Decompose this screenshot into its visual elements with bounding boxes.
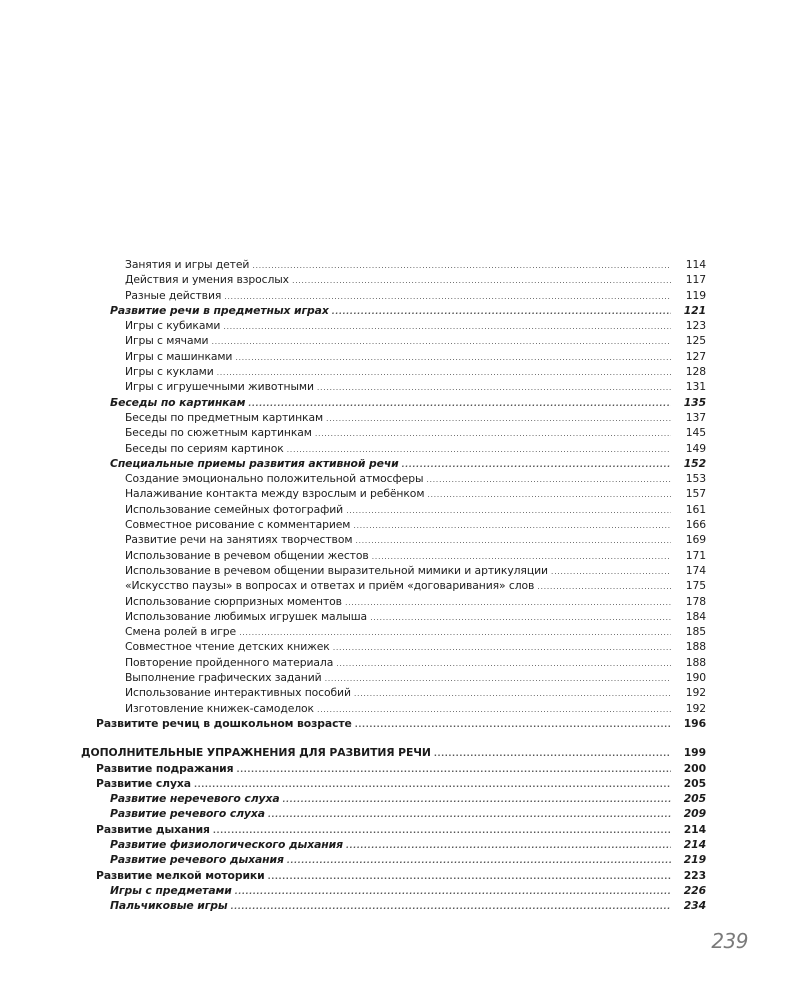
dot-leader <box>426 472 671 487</box>
toc-entry-page: 214 <box>683 837 706 851</box>
toc-entry-title: Развитие речи на занятиях творчеством <box>125 533 353 547</box>
toc-entry-page: 205 <box>683 792 706 806</box>
toc-entry-page: 128 <box>685 365 706 379</box>
toc-entry-title: Игры с куклами <box>125 365 214 379</box>
dot-leader <box>402 457 671 472</box>
toc-entry-page: 188 <box>685 640 706 654</box>
toc-entry-title: Использование интерактивных пособий <box>125 686 351 700</box>
toc-entry-page: 114 <box>685 258 706 271</box>
toc-entry-title: Использование любимых игрушек малыша <box>125 609 368 623</box>
toc-entry <box>0 410 800 425</box>
toc-entry <box>0 868 800 883</box>
toc-entry-page: 209 <box>683 807 706 821</box>
page-number: 239 <box>711 929 748 953</box>
dot-leader <box>268 869 671 884</box>
toc-entry-title: Действия и умения взрослых <box>125 273 289 287</box>
dot-leader <box>224 289 671 304</box>
toc-entry <box>0 791 800 806</box>
toc-entry <box>0 883 800 898</box>
toc-entry-title: Развитие слуха <box>96 776 191 790</box>
dot-leader <box>427 487 671 502</box>
toc-entry <box>0 349 800 364</box>
toc-entry-page: 152 <box>683 456 706 470</box>
toc-entry-title: Налаживание контакта между взрослым и ребёнком <box>125 487 425 501</box>
toc-entry-title: Развитие дыхания <box>96 822 210 836</box>
toc-entry <box>0 502 800 517</box>
toc-entry-title: Беседы по сериям картинок <box>125 441 284 455</box>
toc-entry-title: Игры с мячами <box>125 334 209 348</box>
toc-entry <box>0 517 800 532</box>
dot-leader <box>317 380 671 395</box>
toc-entry <box>0 806 800 821</box>
dot-leader <box>370 610 671 625</box>
toc-entry-title: Игры с предметами <box>110 883 232 897</box>
toc-entry-title: Беседы по предметным картинкам <box>125 410 324 424</box>
toc-entry-page: 166 <box>685 518 706 532</box>
toc-entry-page: 175 <box>685 579 706 593</box>
toc-entry <box>0 532 800 547</box>
dot-leader <box>355 717 671 732</box>
dot-leader <box>354 686 671 701</box>
dot-leader <box>345 595 671 610</box>
dot-leader <box>333 640 671 655</box>
dot-leader <box>236 762 671 777</box>
toc-entry-page: 145 <box>685 426 706 440</box>
toc-entry <box>0 639 800 654</box>
toc-entry <box>0 822 800 837</box>
toc-entry-title: «Искусство паузы» в вопросах и ответах и приём «договаривания» слов <box>125 579 535 593</box>
toc-entry <box>0 761 800 776</box>
toc-entry <box>0 548 800 563</box>
toc-entry-page: 185 <box>685 625 706 639</box>
toc-entry <box>0 333 800 348</box>
toc-entry-page: 161 <box>685 502 706 516</box>
dot-leader <box>551 564 671 579</box>
toc-entry-page: 149 <box>685 441 706 455</box>
dot-leader <box>292 273 671 288</box>
toc-entry-title: Специальные приемы развития активной речи <box>110 456 399 470</box>
toc-entry-page: 219 <box>683 853 706 867</box>
toc-entry <box>0 303 800 318</box>
dot-leader <box>346 503 671 518</box>
dot-leader <box>268 807 671 822</box>
dot-leader <box>239 625 671 640</box>
toc-entry-page: 169 <box>685 533 706 547</box>
toc-entry <box>0 364 800 379</box>
toc-entry-page: 234 <box>683 899 706 913</box>
toc-entry <box>0 776 800 791</box>
toc-entry <box>0 594 800 609</box>
toc-entry-title: Смена ролей в игре <box>125 625 237 639</box>
toc-entry <box>0 609 800 624</box>
toc-entry-title: Занятия и игры детей <box>125 258 250 271</box>
dot-leader <box>336 656 671 671</box>
toc-entry-title: Игры с кубиками <box>125 319 221 333</box>
toc-entry-title: Повторение пройденного материала <box>125 655 334 669</box>
toc-entry-title: Выполнение графических заданий <box>125 671 322 685</box>
toc-entry-page: 131 <box>685 380 706 394</box>
toc-entry-title: Разные действия <box>125 288 222 302</box>
toc-entry-page: 188 <box>685 655 706 669</box>
dot-leader <box>372 549 671 564</box>
toc-entry-page: 174 <box>685 563 706 577</box>
toc-entry <box>0 852 800 867</box>
dot-leader <box>326 411 671 426</box>
toc-entry-page: 135 <box>683 395 706 409</box>
toc-entry-page: 123 <box>685 319 706 333</box>
toc-entry-title: Развитие речевого слуха <box>110 807 265 821</box>
dot-leader <box>217 365 671 380</box>
toc-entry <box>0 716 800 731</box>
toc-entry-page: 184 <box>685 609 706 623</box>
dot-leader <box>332 304 671 319</box>
dot-leader <box>315 426 671 441</box>
toc-entry <box>0 898 800 913</box>
toc-entry-title: Создание эмоционально положительной атмосферы <box>125 472 424 486</box>
dot-leader <box>211 334 671 349</box>
toc-entry-title: Развитие неречевого слуха <box>110 792 280 806</box>
toc-entry-title: Развитие мелкой моторики <box>96 868 265 882</box>
toc-entry <box>0 578 800 593</box>
toc-entry <box>0 471 800 486</box>
toc-entry <box>0 685 800 700</box>
toc-entry-page: 171 <box>685 548 706 562</box>
dot-leader <box>248 396 671 411</box>
toc-entry-title: Игры с машинками <box>125 349 233 363</box>
toc-entry <box>0 745 800 760</box>
dot-leader <box>235 884 671 899</box>
toc-entry-page: 223 <box>683 868 706 882</box>
toc-entry-page: 127 <box>685 349 706 363</box>
dot-leader <box>287 442 671 457</box>
toc-entry-title: Развитие речи в предметных играх <box>110 303 329 317</box>
toc-entry-title: Совместное рисование с комментарием <box>125 518 351 532</box>
toc-entry <box>0 441 800 456</box>
toc-entry-page: 214 <box>683 822 706 836</box>
dot-leader <box>537 579 671 594</box>
toc-entry <box>0 563 800 578</box>
toc-entry <box>0 272 800 287</box>
toc-entry-page: 137 <box>685 410 706 424</box>
toc-entry <box>0 395 800 410</box>
dot-leader <box>231 899 671 914</box>
toc-entry-title: Беседы по сюжетным картинкам <box>125 426 312 440</box>
toc-entry-title: Беседы по картинкам <box>110 395 246 409</box>
dot-leader <box>213 823 671 838</box>
toc-entry <box>0 379 800 394</box>
dot-leader <box>223 319 671 334</box>
toc-entry-title: Развитие речевого дыхания <box>110 853 284 867</box>
dot-leader <box>317 702 671 717</box>
toc-entry-title: Развитие физиологического дыхания <box>110 837 343 851</box>
toc-entry <box>0 624 800 639</box>
toc-entry-page: 157 <box>685 487 706 501</box>
toc-entry-page: 119 <box>685 288 706 302</box>
toc-entry-page: 226 <box>683 883 706 897</box>
toc-entry <box>0 257 800 272</box>
toc-entry-page: 117 <box>685 273 706 287</box>
dot-leader <box>346 838 671 853</box>
dot-leader <box>235 350 671 365</box>
dot-leader <box>355 533 671 548</box>
dot-leader <box>194 777 671 792</box>
toc-entry-page: 196 <box>683 716 706 730</box>
dot-leader <box>434 746 671 761</box>
toc-entry-title: Совместное чтение детских книжек <box>125 640 330 654</box>
toc-entry-title: Использование в речевом общении выразительной мимики и артикуляции <box>125 563 548 577</box>
toc-entry <box>0 425 800 440</box>
toc-entry-page: 125 <box>685 334 706 348</box>
toc-entry-title: Игры с игрушечными животными <box>125 380 314 394</box>
toc-entry-page: 153 <box>685 472 706 486</box>
dot-leader <box>325 671 671 686</box>
toc-entry-title: Использование в речевом общении жестов <box>125 548 369 562</box>
toc-entry-title: Пальчиковые игры <box>110 899 228 913</box>
toc-entry-page: 192 <box>685 686 706 700</box>
toc-entry-page: 205 <box>683 776 706 790</box>
toc-entry <box>0 288 800 303</box>
toc-entry <box>0 486 800 501</box>
toc-entry-page: 192 <box>685 701 706 715</box>
dot-leader <box>283 792 671 807</box>
table-of-contents <box>0 257 800 913</box>
toc-entry-page: 178 <box>685 594 706 608</box>
toc-entry-page: 121 <box>683 303 706 317</box>
toc-entry <box>0 655 800 670</box>
toc-entry <box>0 837 800 852</box>
toc-entry-title: Развитите речиц в дошкольном возрасте <box>96 716 352 730</box>
toc-entry-page: 200 <box>683 761 706 775</box>
toc-entry <box>0 701 800 716</box>
toc-entry-title: Использование сюрпризных моментов <box>125 594 342 608</box>
dot-leader <box>252 258 671 273</box>
toc-entry-title: ДОПОЛНИТЕЛЬНЫЕ УПРАЖНЕНИЯ ДЛЯ РАЗВИТИЯ РЕЧИ <box>81 746 431 760</box>
toc-entry-page: 190 <box>685 671 706 685</box>
dot-leader <box>353 518 671 533</box>
toc-entry <box>0 456 800 471</box>
toc-entry <box>0 318 800 333</box>
toc-entry <box>0 670 800 685</box>
toc-entry-title: Изготовление книжек-самоделок <box>125 701 314 715</box>
toc-entry-title: Использование семейных фотографий <box>125 502 344 516</box>
dot-leader <box>287 853 671 868</box>
toc-entry-page: 199 <box>683 746 706 760</box>
toc-entry-title: Развитие подражания <box>96 761 234 775</box>
